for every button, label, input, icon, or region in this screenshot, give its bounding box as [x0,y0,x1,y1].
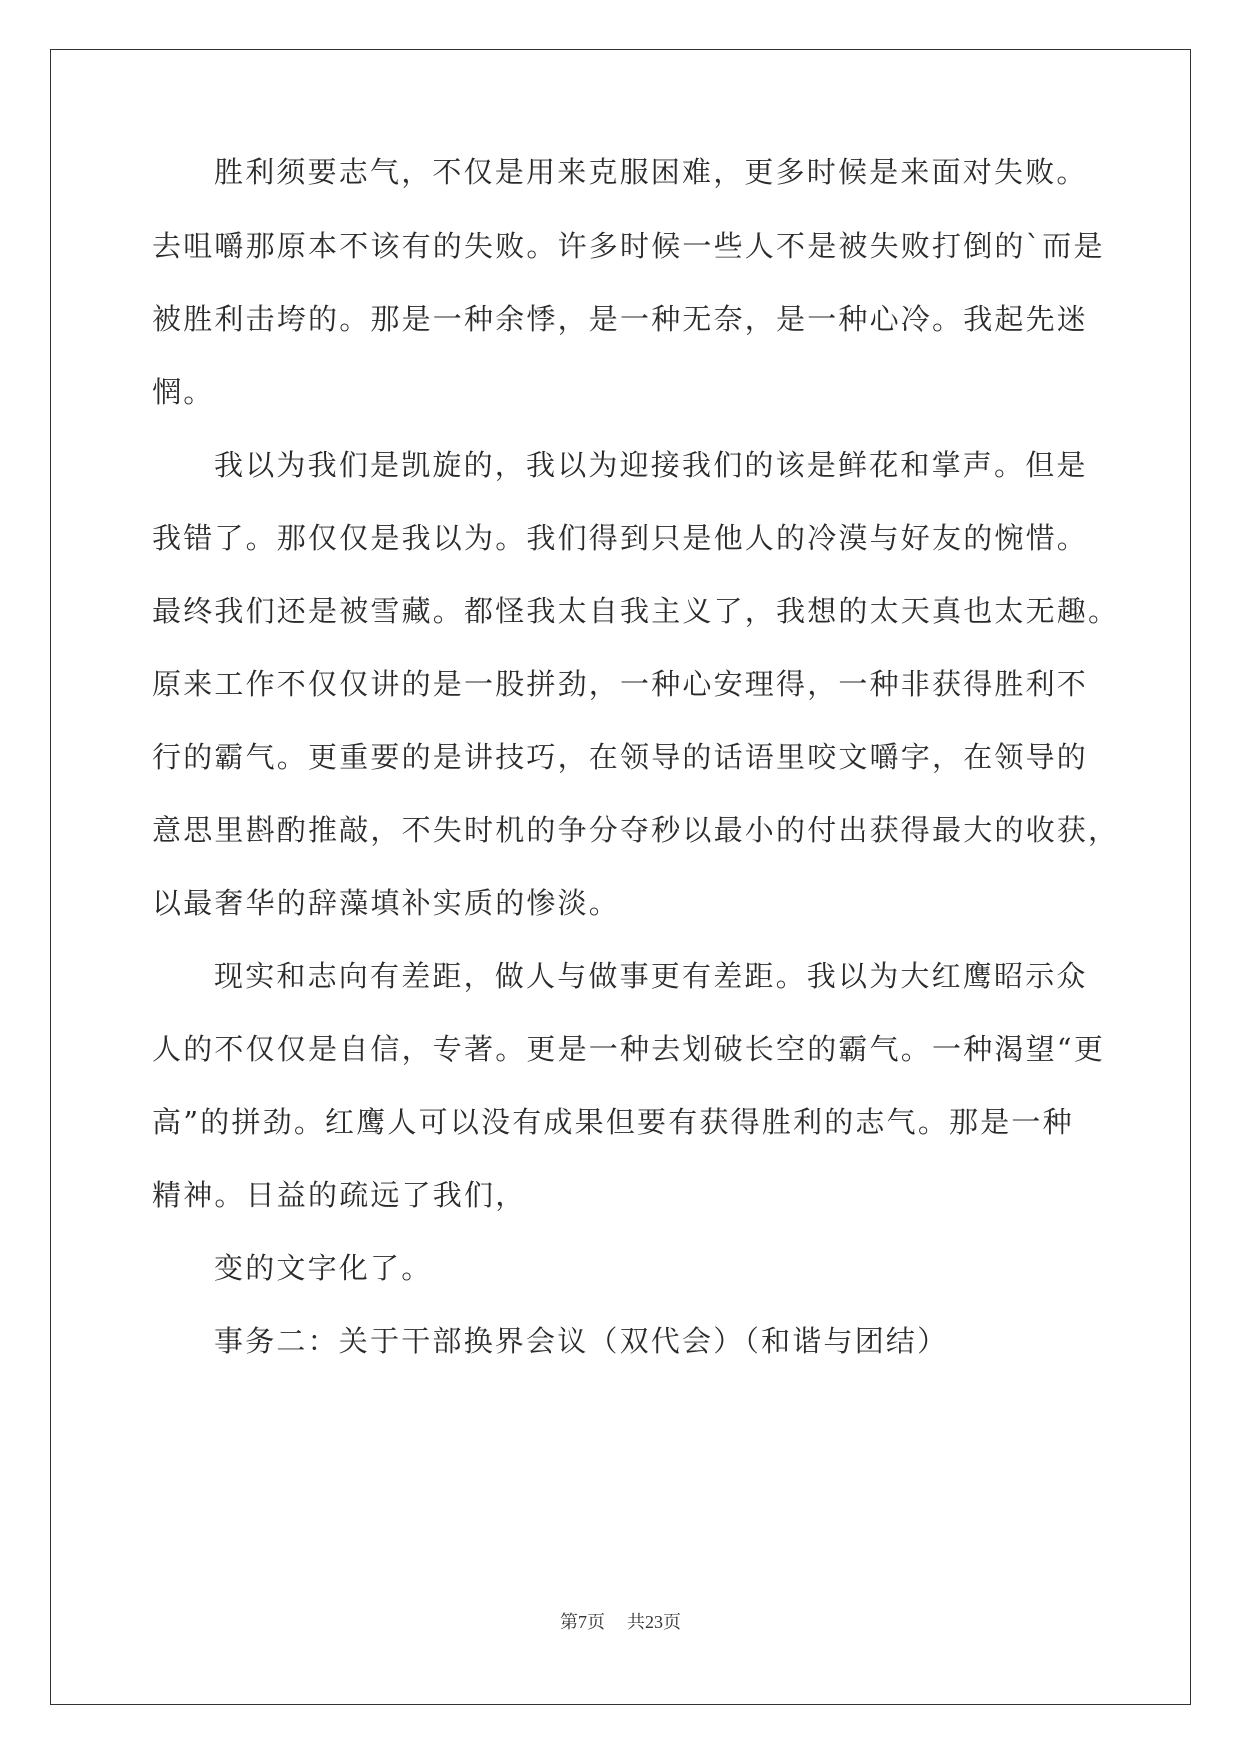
page-number: 第7页 [560,1612,605,1632]
page-border [50,49,1191,1705]
text-line: 被胜利击垮的。那是一种余悸，是一种无奈，是一种心冷。我起先迷 [152,302,1089,336]
text-line: 以最奢华的辞藻填补实质的惨淡。 [152,886,621,920]
text-line: 高”的拼劲。红鹰人可以没有成果但要有获得胜利的志气。那是一种 [152,1105,1074,1139]
text-line: 最终我们还是被雪藏。都怪我太自我主义了，我想的太天真也太无趣。 [152,594,1120,628]
text-line: 去咀嚼那原本不该有的失败。许多时候一些人不是被失败打倒的`而是 [152,229,1105,263]
text-line: 现实和志向有差距，做人与做事更有差距。我以为大红鹰昭示众 [214,959,1088,993]
text-line: 我以为我们是凯旋的，我以为迎接我们的该是鲜花和掌声。但是 [214,448,1088,482]
text-line: 变的文字化了。 [214,1251,433,1285]
section-heading: 事务二：关于干部换界会议（双代会）（和谐与团结） [214,1324,949,1358]
text-line: 意思里斟酌推敲，不失时机的争分夺秒以最小的付出获得最大的收获， [152,813,1120,847]
page-total: 共23页 [627,1612,681,1632]
text-line: 行的霸气。更重要的是讲技巧，在领导的话语里咬文嚼字，在领导的 [152,740,1089,774]
text-line: 胜利须要志气，不仅是用来克服困难，更多时候是来面对失败。 [214,155,1088,189]
text-line: 原来工作不仅仅讲的是一股拼劲，一种心安理得，一种非获得胜利不 [152,667,1089,701]
text-line: 我错了。那仅仅是我以为。我们得到只是他人的冷漠与好友的惋惜。 [152,521,1089,555]
text-line: 惘。 [152,375,215,409]
text-line: 人的不仅仅是自信，专著。更是一种去划破长空的霸气。一种渴望“更 [152,1032,1106,1066]
page-footer [0,1610,1241,1634]
text-line: 精神。日益的疏远了我们， [152,1178,527,1212]
